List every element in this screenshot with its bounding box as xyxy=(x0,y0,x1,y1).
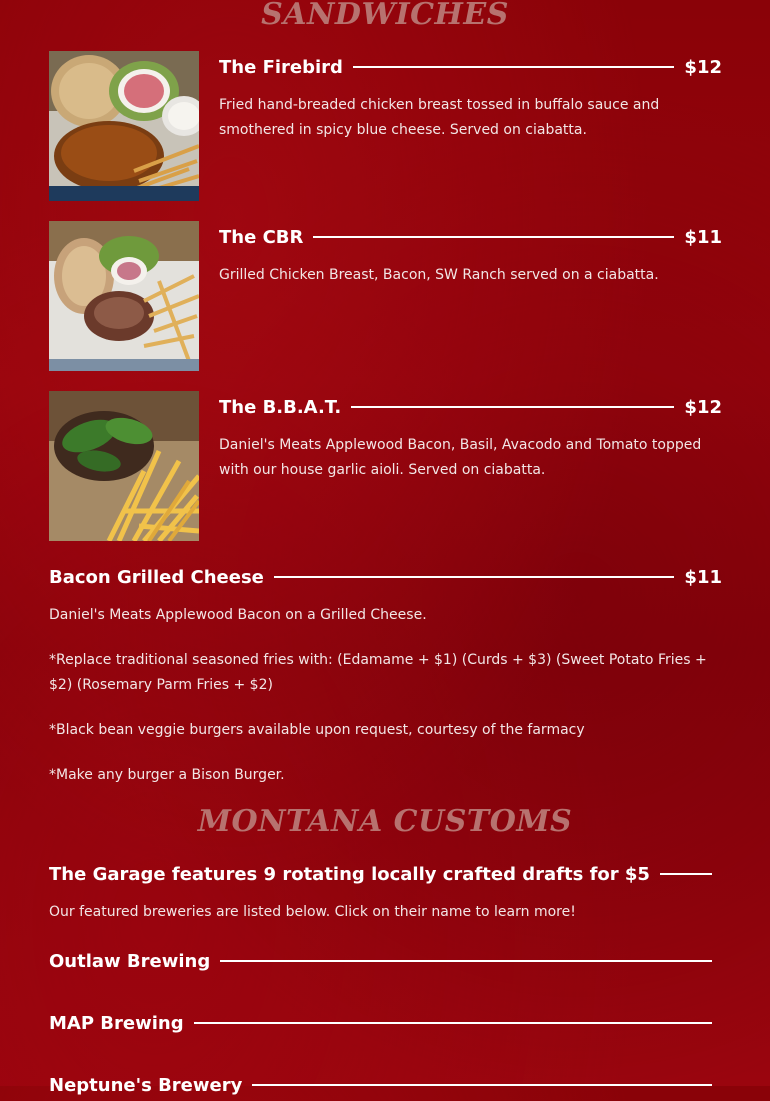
item-price: $11 xyxy=(684,226,722,248)
brewery-link[interactable]: MAP Brewing xyxy=(49,1012,184,1034)
cbr-sandwich-photo-icon xyxy=(49,221,199,371)
drafts-feature-row xyxy=(49,858,712,890)
item-name: The Firebird xyxy=(219,56,343,78)
item-name: The CBR xyxy=(219,226,304,248)
item-header-row xyxy=(219,221,722,253)
menu-note: *Replace traditional seasoned fries with: (Edamame + $1) (Curds + $3) (Sweet Potato Fries + $2) (Rosemary Parm Fries + $2) xyxy=(49,652,707,693)
item-description: Grilled Chicken Breast, Bacon, SW Ranch served on a ciabatta. xyxy=(219,267,659,283)
drafts-feature-heading: The Garage features 9 rotating locally crafted drafts for $5 xyxy=(49,863,650,885)
item-price: $12 xyxy=(684,396,722,418)
item-price: $12 xyxy=(684,56,722,78)
divider-line xyxy=(353,66,674,68)
menu-item-bbat xyxy=(49,391,722,541)
item-price: $11 xyxy=(684,566,722,588)
menu-note: *Make any burger a Bison Burger. xyxy=(49,767,285,783)
item-description: Daniel's Meats Applewood Bacon, Basil, Avacodo and Tomato topped with our house garlic aioli. Served on ciabatta. xyxy=(219,437,702,478)
brewery-link[interactable]: Neptune's Brewery xyxy=(49,1074,243,1096)
item-header-row xyxy=(49,561,722,593)
brewery-row-outlaw[interactable] xyxy=(49,945,712,977)
bbat-sandwich-photo-icon xyxy=(49,391,199,541)
divider-line xyxy=(660,873,712,875)
divider-line xyxy=(194,1022,712,1024)
section-title-montana-customs: MONTANA CUSTOMS xyxy=(197,804,573,839)
item-header-row xyxy=(219,391,722,423)
drafts-feature-text: Our featured breweries are listed below. Click on their name to learn more! xyxy=(49,904,576,920)
brewery-link[interactable]: Outlaw Brewing xyxy=(49,950,211,972)
menu-note: *Black bean veggie burgers available upon request, courtesy of the farmacy xyxy=(49,722,585,738)
brewery-row-neptunes[interactable] xyxy=(49,1069,712,1101)
divider-line xyxy=(274,576,675,578)
divider-line xyxy=(220,960,712,962)
item-name: Bacon Grilled Cheese xyxy=(49,566,264,588)
firebird-sandwich-photo-icon xyxy=(49,51,199,201)
menu-item-bacon-grilled-cheese xyxy=(49,561,722,641)
item-name: The B.B.A.T. xyxy=(219,396,342,418)
menu-item-cbr xyxy=(49,221,722,371)
divider-line xyxy=(351,406,674,408)
brewery-row-map[interactable] xyxy=(49,1007,712,1039)
item-header-row xyxy=(219,51,722,83)
item-description: Daniel's Meats Applewood Bacon on a Grilled Cheese. xyxy=(49,607,427,623)
section-title-sandwiches: SANDWICHES xyxy=(261,0,509,32)
item-description: Fried hand-breaded chicken breast tossed in buffalo sauce and smothered in spicy blue cheese. Served on ciabatta. xyxy=(219,97,660,138)
menu-item-firebird xyxy=(49,51,722,201)
divider-line xyxy=(313,236,674,238)
